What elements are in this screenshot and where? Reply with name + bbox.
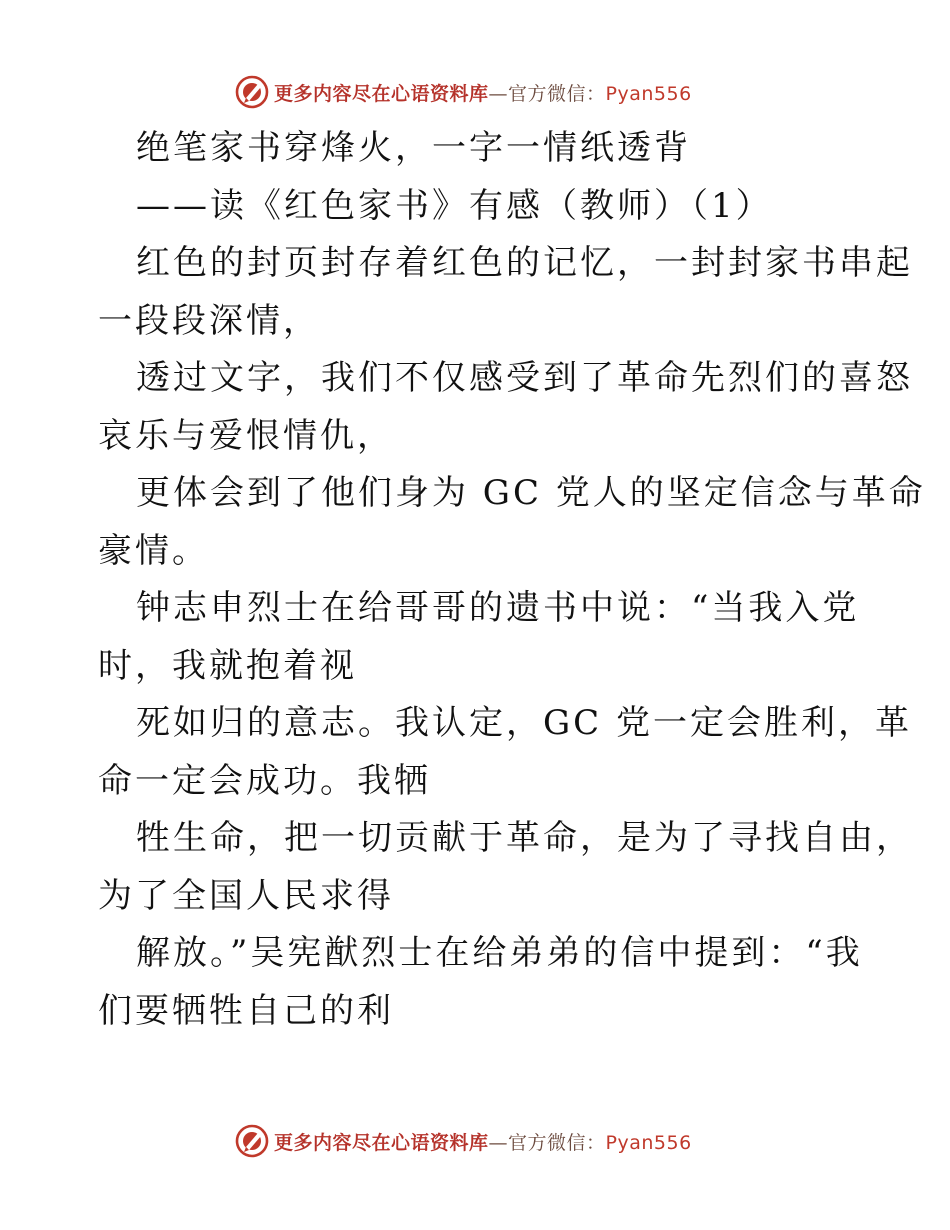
doc-line: 们要牺牲自己的利 xyxy=(98,990,394,1031)
watermark-text xyxy=(274,79,692,106)
doc-line: 为了全国人民求得 xyxy=(98,875,394,916)
watermark-text xyxy=(274,1128,692,1155)
doc-subtitle: ——读《红色家书》有感（教师）（1） xyxy=(136,185,773,226)
doc-line: 钟志申烈士在给哥哥的遗书中说：“当我入党 xyxy=(136,588,860,628)
header-watermark xyxy=(234,72,714,112)
doc-line: 红色的封页封存着红色的记忆，一封封家书串起 xyxy=(136,243,913,283)
doc-title: 绝笔家书穿烽火，一字一情纸透背 xyxy=(136,128,691,168)
doc-line: 透过文字，我们不仅感受到了革命先烈们的喜怒 xyxy=(136,358,913,398)
watermark-main: 更多内容尽在心语资料库 xyxy=(274,1131,489,1154)
watermark-main: 更多内容尽在心语资料库 xyxy=(274,82,489,105)
watermark-dash: — xyxy=(488,1131,509,1154)
doc-line: 牲生命，把一切贡献于革命，是为了寻找自由， xyxy=(136,818,913,858)
doc-line: 命一定会成功。我牺 xyxy=(98,760,431,801)
doc-line: 死如归的意志。我认定，GC 党一定会胜利，革 xyxy=(136,703,912,743)
watermark-dash: — xyxy=(488,82,509,105)
pen-logo-icon xyxy=(234,74,270,110)
footer-watermark xyxy=(234,1121,714,1161)
pen-logo-icon xyxy=(234,1123,270,1159)
doc-line: 豪情。 xyxy=(98,530,209,571)
doc-line: 一段段深情， xyxy=(98,300,320,341)
doc-line: 哀乐与爱恨情仇， xyxy=(98,415,394,456)
document-body xyxy=(98,120,926,1040)
doc-line: 时，我就抱着视 xyxy=(98,645,357,686)
watermark-id: Pyan556 xyxy=(605,1131,692,1154)
watermark-official: 官方微信： xyxy=(508,82,606,105)
watermark-official: 官方微信： xyxy=(508,1131,606,1154)
doc-line: 解放。”吴宪猷烈士在给弟弟的信中提到：“我 xyxy=(136,933,863,973)
watermark-id: Pyan556 xyxy=(605,82,692,105)
doc-line: 更体会到了他们身为 GC 党人的坚定信念与革命 xyxy=(136,473,926,513)
